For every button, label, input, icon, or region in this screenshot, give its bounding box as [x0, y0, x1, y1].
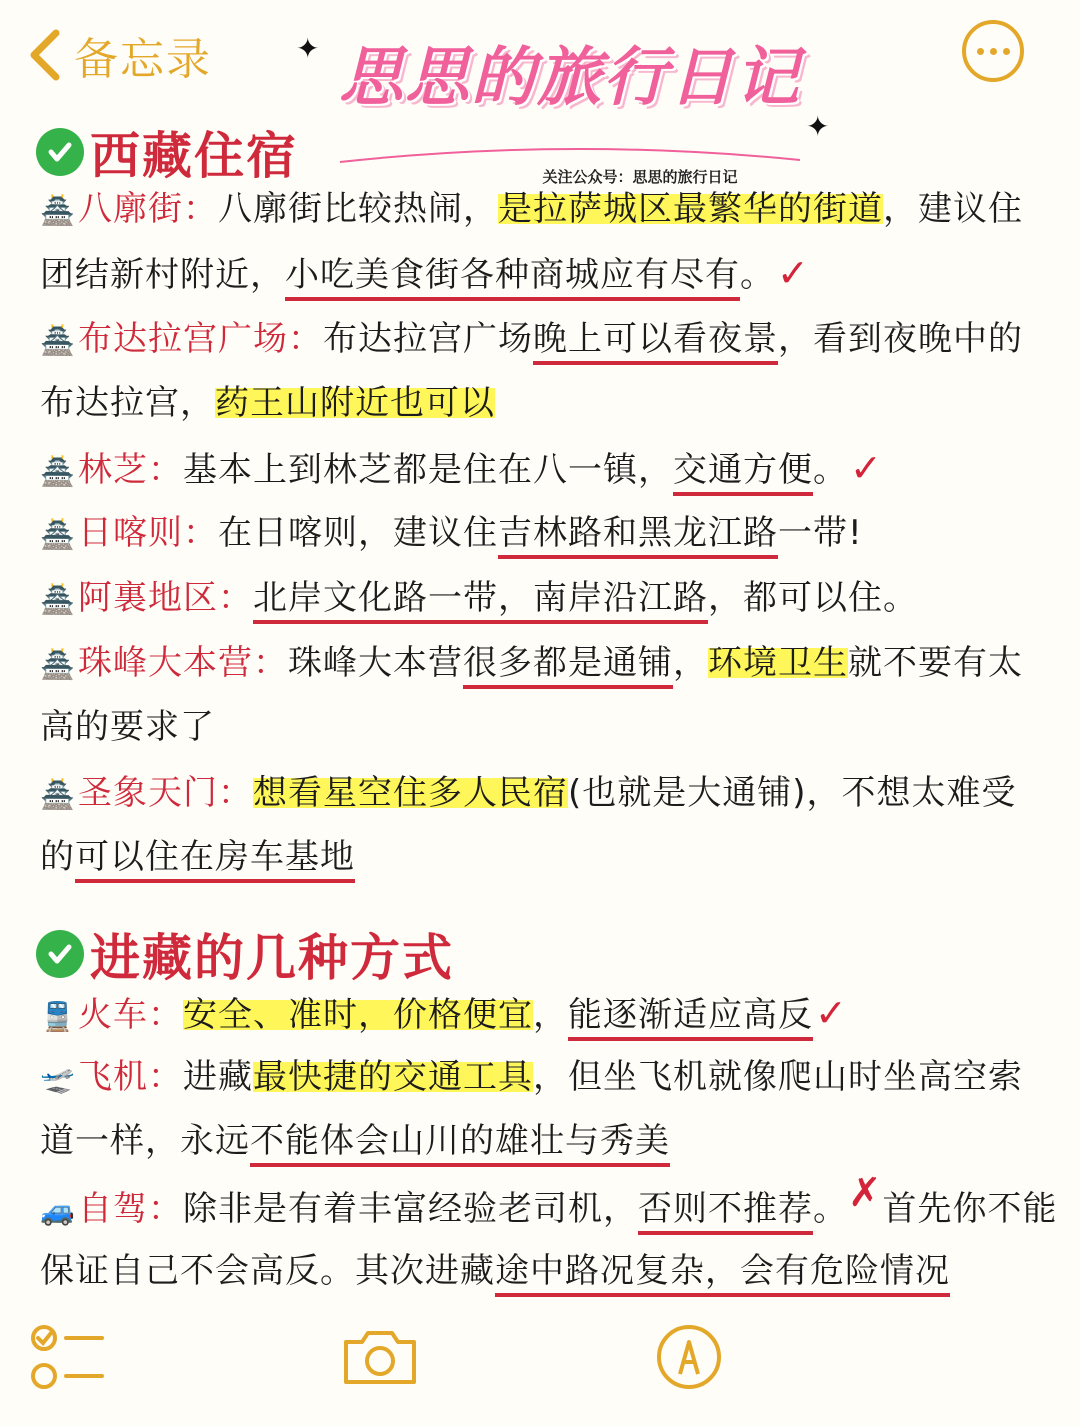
sparkle-icon: ✦ — [806, 110, 830, 143]
house-icon: 🏯 — [40, 582, 76, 616]
back-button[interactable] — [24, 20, 212, 90]
section-title: 进藏的几种方式 — [90, 929, 454, 987]
note-line: 高的要求了 — [40, 707, 215, 747]
note-line: 🏯珠峰大本营：珠峰大本营很多都是通铺，环境卫生就不要有太 — [40, 640, 1023, 688]
house-icon: 🏯 — [40, 454, 76, 488]
camera-button[interactable] — [340, 1322, 420, 1396]
cross-mark-icon: ✗ — [848, 1170, 883, 1216]
note-line: 道一样，永远不能体会山川的雄壮与秀美 — [40, 1118, 670, 1164]
check-circle-icon — [36, 128, 84, 176]
note-line: 🏯林芝：基本上到林芝都是住在八一镇，交通方便。✓ — [40, 445, 883, 495]
checklist-button[interactable] — [28, 1322, 108, 1396]
markup-button[interactable] — [654, 1322, 724, 1396]
note-line: 布达拉宫，药王山附近也可以 — [40, 383, 495, 423]
brand-title: 思思的旅行日记 — [339, 40, 801, 115]
house-icon: 🏯 — [40, 323, 76, 357]
check-mark-icon: ✓ — [815, 991, 848, 1035]
note-line: 🏯阿裏地区：北岸文化路一带，南岸沿江路，都可以住。 — [40, 575, 918, 623]
brand-banner — [320, 40, 820, 186]
section-heading-lodging — [36, 116, 298, 188]
check-circle-icon — [36, 930, 84, 978]
car-icon: 🚙 — [40, 1193, 76, 1227]
section-heading-transport — [36, 918, 454, 990]
brand-subtitle: 关注公众号：思思的旅行日记 — [542, 168, 738, 186]
back-label: 备忘录 — [74, 34, 212, 85]
house-icon: 🏯 — [40, 193, 76, 227]
train-icon: 🚆 — [40, 999, 76, 1033]
note-line: 🏯布达拉宫广场：布达拉宫广场晚上可以看夜景，看到夜晚中的 — [40, 316, 1023, 364]
more-button[interactable] — [962, 20, 1024, 82]
pen-markup-icon — [654, 1322, 724, 1392]
note-line: 🚆火车：安全、准时，价格便宜，能逐渐适应高反✓ — [40, 990, 848, 1040]
chevron-left-icon — [24, 27, 64, 83]
house-icon: 🏯 — [40, 647, 76, 681]
note-line: 🏯日喀则：在日喀则，建议住吉林路和黑龙江路一带! — [40, 510, 863, 558]
note-line: 🚙自驾：除非是有着丰富经验老司机，否则不推荐。✗首先你不能 — [40, 1184, 1058, 1234]
check-mark-icon: ✓ — [777, 251, 810, 295]
sparkle-icon: ✦ — [296, 32, 320, 65]
note-line: 🏯圣象天门：想看星空住多人民宿(也就是大通铺)，不想太难受 — [40, 770, 1017, 818]
airplane-icon: 🛫 — [40, 1061, 76, 1095]
house-icon: 🏯 — [40, 777, 76, 811]
note-line: 🏯八廓街：八廓街比较热闹，是拉萨城区最繁华的街道，建议住 — [40, 186, 1023, 234]
note-line: 保证自己不会高反。其次进藏途中路况复杂，会有危险情况 — [40, 1248, 950, 1294]
check-mark-icon: ✓ — [850, 446, 883, 490]
house-icon: 🏯 — [40, 517, 76, 551]
note-line: 🛫飞机：进藏最快捷的交通工具，但坐飞机就像爬山时坐高空索 — [40, 1054, 1023, 1102]
checklist-icon — [28, 1322, 108, 1392]
section-title: 西藏住宿 — [90, 127, 298, 185]
note-line: 团结新村附近，小吃美食街各种商城应有尽有。✓ — [40, 250, 810, 298]
note-line: 的可以住在房车基地 — [40, 834, 355, 880]
more-icon — [977, 48, 984, 55]
camera-icon — [340, 1322, 420, 1392]
